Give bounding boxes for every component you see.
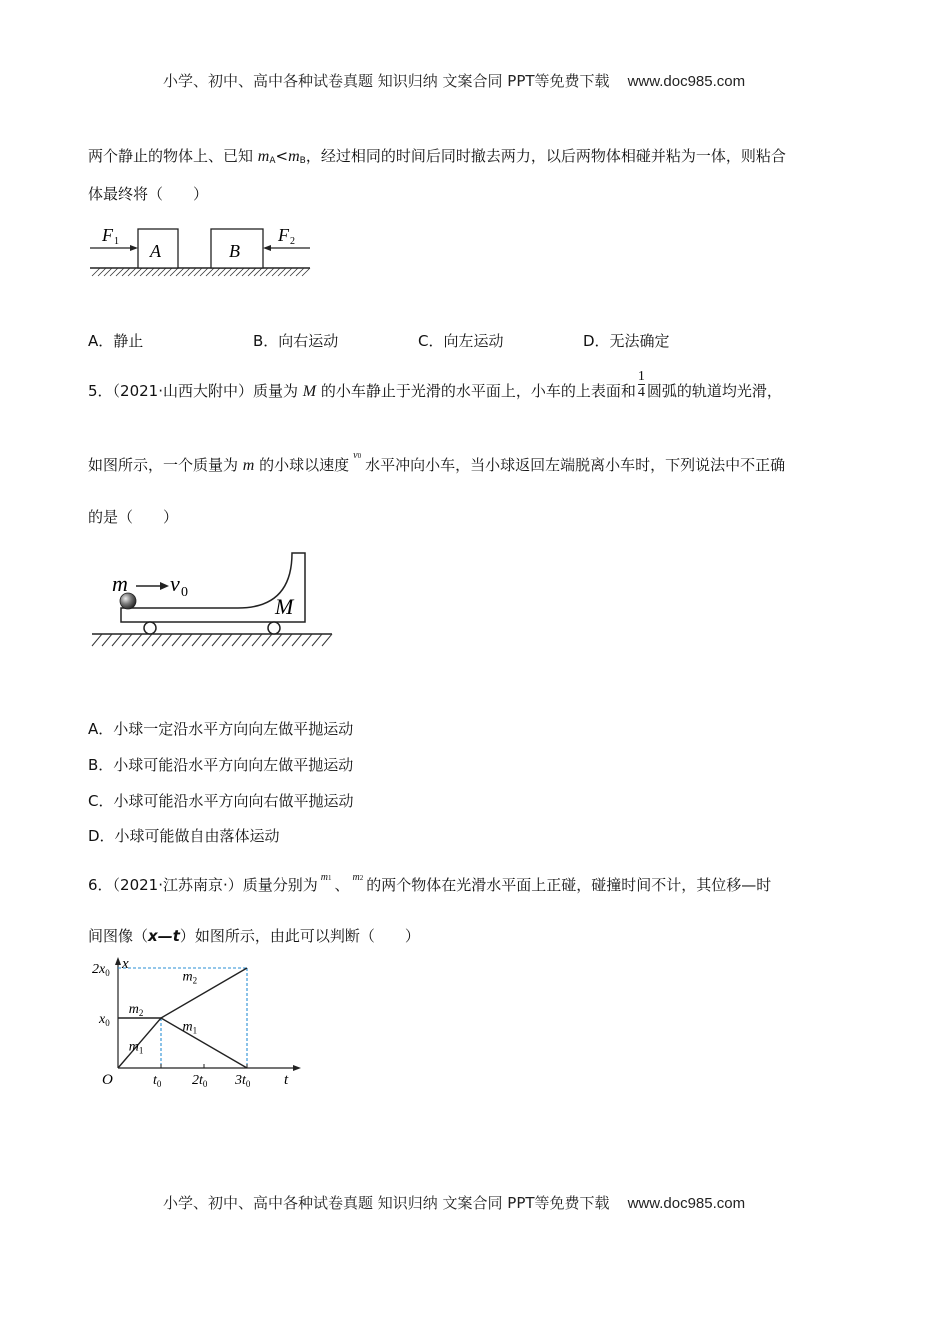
velocity-label: v — [170, 571, 180, 596]
f1-label: F — [102, 225, 113, 245]
q5-line1: 5．（2021·山西大附中）质量为 M 的小车静止于光滑的水平面上，小车的上表面和 $\frac{1}{4}$ 圆弧的轨道均光滑， — [88, 369, 782, 400]
series-label-m2: $m_2$ — [182, 969, 198, 986]
mass-a: m — [257, 148, 270, 165]
series-label-m1: $m_1$ — [182, 1019, 198, 1036]
series-label-m2: $m_2$ — [128, 1002, 144, 1018]
q6-line1: 6．（2021·江苏南京·）质量分别为 m1 、 m2 的两个物体在光滑水平面上正碰，碰撞时间不计，其位移—时 — [88, 875, 771, 898]
q4-option-a[interactable]: A．静止 — [88, 332, 144, 350]
xt-graph — [88, 950, 308, 1089]
m2-symbol: m2 — [352, 872, 364, 883]
fraction-quarter: $\frac{1}{4}$ — [637, 369, 645, 400]
block-a-label: A — [150, 241, 161, 261]
ground-hatch — [92, 268, 310, 276]
q4-blocks-figure — [88, 220, 313, 282]
page-footer — [163, 1192, 745, 1213]
q5-source: （2021·山西大附中） — [112, 382, 253, 400]
velocity-arrowhead — [160, 582, 169, 590]
v0-symbol: v0 — [353, 450, 362, 461]
q4-option-d[interactable]: D．无法确定 — [583, 332, 670, 350]
f2-label: F — [278, 225, 289, 245]
q5-option-d[interactable]: D．小球可能做自由落体运动 — [88, 827, 280, 845]
velocity-sub: 0 — [181, 585, 188, 600]
f2-sub: 2 — [290, 236, 295, 247]
block-b-label: B — [229, 241, 240, 261]
origin-label: O — [102, 1072, 113, 1088]
mass-b: m — [288, 148, 300, 165]
t-axis-label: t — [284, 1072, 289, 1088]
force-f2-arrowhead — [263, 245, 271, 251]
q4-line2: 体最终将（ ） — [88, 185, 209, 203]
cart-mass-label: M — [275, 594, 294, 619]
q5-line3: 的是（ ） — [88, 508, 179, 526]
x-tick-label: $3t_0$ — [235, 1073, 251, 1089]
q5-line2: 如图所示，一个质量为 m 的小球以速度v0 水平冲向小车，当小球返回左端脱离小车时，下列说法中不正确 — [88, 455, 785, 478]
footer-text: 小学、初中、高中各种试卷真题 知识归纳 文案合同 PPT等免费下载 — [163, 1194, 610, 1212]
cart-wheel-left — [144, 622, 156, 634]
q4-option-b[interactable]: B．向右运动 — [253, 332, 339, 350]
page-header — [163, 70, 745, 91]
cart-wheel-right — [268, 622, 280, 634]
q4-line1: 两个静止的物体上、已知 $m_A<m_B$，经过相同的时间后同时撤去两力，以后两物体相碰并粘为一体，则粘合 — [88, 147, 786, 166]
x-tick-label: $t_0$ — [153, 1073, 162, 1089]
series-label-m1: $m_1$ — [128, 1039, 144, 1056]
q5-option-a[interactable]: A．小球一定沿水平方向向左做平抛运动 — [88, 720, 354, 738]
footer-url[interactable]: www.doc985.com — [627, 1195, 746, 1212]
x-axis-arrowhead — [115, 957, 121, 965]
header-url[interactable]: www.doc985.com — [627, 73, 746, 90]
q6-line2: 间图像（x—t）如图所示，由此可以判断（ ） — [88, 927, 420, 945]
f1-sub: 1 — [114, 236, 119, 247]
t-axis-arrowhead — [293, 1065, 301, 1071]
x-tick-label: $2t_0$ — [192, 1073, 208, 1089]
ground-hatch — [92, 634, 332, 646]
q5-number: 5． — [88, 382, 113, 400]
y-tick-label: $x_0$ — [99, 1012, 110, 1028]
y-tick-label: $2x_0$ — [92, 962, 110, 978]
ball-mass-label: m — [112, 571, 128, 596]
q6-number: 6． — [88, 876, 113, 894]
q5-cart-figure — [88, 548, 338, 652]
q5-option-c[interactable]: C．小球可能沿水平方向向右做平抛运动 — [88, 792, 354, 810]
force-f1-arrowhead — [130, 245, 138, 251]
header-text: 小学、初中、高中各种试卷真题 知识归纳 文案合同 PPT等免费下载 — [163, 72, 610, 90]
m1-symbol: m1 — [320, 872, 332, 883]
q5-option-b[interactable]: B．小球可能沿水平方向向左做平抛运动 — [88, 756, 354, 774]
x-axis-label: x — [122, 956, 129, 972]
q4-option-c[interactable]: C．向左运动 — [418, 332, 504, 350]
q6-source: （2021·江苏南京·） — [112, 876, 243, 894]
